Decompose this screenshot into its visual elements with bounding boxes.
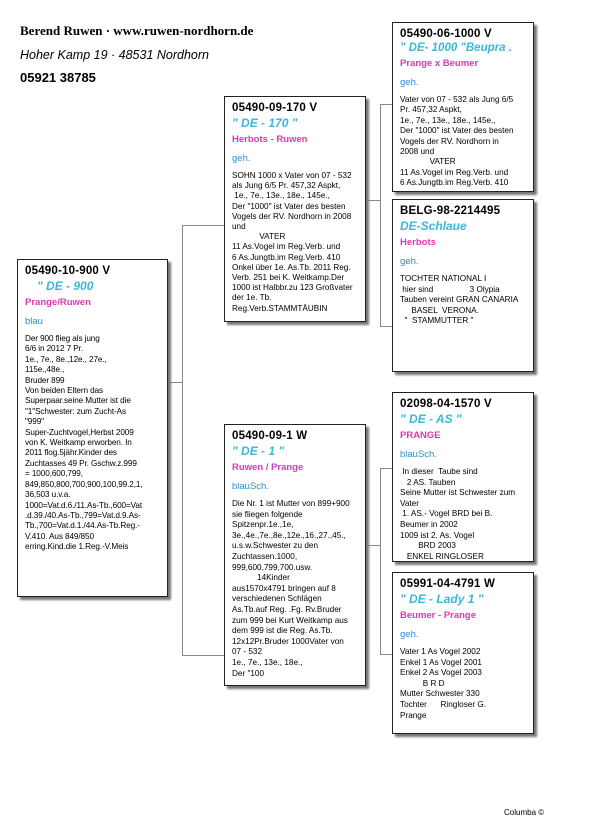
connector-sire-trunk bbox=[365, 200, 381, 201]
color-label: geh. bbox=[400, 77, 419, 88]
description-text: Die Nr. 1 ist Mutter von 899+900 sie fliegen folgende Spitzenpr.1e.,1e, 3e.,4e.,7e.,8e.,12e.,16.,27.,45., u.s.w.Schwester zu den Zuchtassen.1000, 999,600,799,700.usw. 14Kinder aus1570x4791 bringen auf 8 verschiedenen Schlägen As.Tb.auf Reg. .Fg. Rv.Bruder zum 999 bei Kurt Weitkamp aus dem 999 ist die Reg. As.Tb. 12x12Pr.Bruder 1000Vater von 07 - 532 1e., 7e., 13e., 18e., Der "100 bbox=[232, 499, 350, 678]
description-text: Vater 1 As Vogel 2002 Enkel 1 As Vogel 2001 Enkel 2 As Vogel 2003 B R D Mutter Schwester 330 Tochter Ringloser G. Prange bbox=[400, 647, 486, 720]
pigeon-name: " DE - Lady 1 " bbox=[400, 592, 484, 606]
pedigree-card-dam bbox=[224, 424, 366, 686]
pedigree-card-sire bbox=[224, 96, 366, 322]
color-label: blauSch. bbox=[400, 449, 437, 460]
description-text: TOCHTER NATIONAL I hier sind 3 Olypia Tauben vereint GRAN CANARIA BASEL VERONA. " STAMMUTTER " bbox=[400, 274, 519, 326]
description-text: Vater von 07 - 532 als Jung 6/5 Pr. 457,32 Aspkt, 1e., 7e., 13e., 18e., 145e., Der "1000" ist Vater des besten Vogels der RV. Nordhorn in 2008 und VATER 11 As.Vogel im Reg.Verb. und 6 As.Jungtb.im Reg.Verb. 410 bbox=[400, 95, 514, 188]
pedigree-card-sire-sire bbox=[392, 22, 534, 192]
ring-number: 05490-09-170 V bbox=[232, 102, 318, 114]
description-text: Der 900 flieg als jung 6/6 in 2012 7 Pr. 1e., 7e., 8e.,12e., 27e., 115e.,48e., Bruder 899 Von beiden Eltern das Superpaar.seine Mutter ist die "1"Schwester: zum Zucht-As "999" Super-Zuchtvogel,Herbst 2009 von K. Weitkamp erworben. In 2011 flog.5jähr.Kinder des Zuchtasses 49 Pr. Gschw.z.999 = 1000,600,799, 849,850,800,700,900,100,99.2,1, 36,503 u.v.a. 1000=Vat.d.6./11.As-Tb.,600=Vat .d.39./40.As-Tb.,799=Vat.d.9.As- Tb.,700=Vat.d.1./44.As-Tb.Reg.- V.410. Aus 849/850 erring.Kind.die 1.Reg.-V.Meis bbox=[25, 334, 143, 552]
breeder-line: Beumer - Prange bbox=[400, 610, 477, 621]
ring-number: 02098-04-1570 V bbox=[400, 398, 492, 410]
connector-to-dam bbox=[182, 655, 226, 656]
ring-number: 05991-04-4791 W bbox=[400, 578, 496, 590]
footer-credit: Columba © bbox=[504, 808, 545, 817]
pigeon-name: " DE - 900 bbox=[37, 279, 94, 293]
color-label: geh. bbox=[400, 629, 419, 640]
pedigree-card-dam-sire bbox=[392, 392, 534, 562]
breeder-line: Herbots bbox=[400, 237, 436, 248]
description-text: In dieser Taube sind 2 AS. Tauben Seine Mutter ist Schwester zum Vater 1. AS.- Vogel BRD bei B. Beumer in 2002 1009 ist 2. As. Vogel BRD 2003 ENKEL RINGLOSER bbox=[400, 467, 516, 561]
connector-dam-trunk bbox=[365, 545, 381, 546]
breeder-address: Hoher Kamp 19 · 48531 Nordhorn bbox=[20, 48, 210, 62]
connector-dam-vertical bbox=[380, 468, 381, 655]
pedigree-card-sire-dam bbox=[392, 199, 534, 372]
breeder-line: Prange x Beumer bbox=[400, 58, 479, 69]
description-text: SOHN 1000 x Vater von 07 - 532 als Jung 6/5 Pr. 457,32 Aspkt, 1e., 7e., 13e., 18e., 145e., Der "1000" ist Vater des besten Vogels der RV. Nordhorn in 2008 und VATER 11 As.Vogel im Reg.Verb. und 6 As.Jungtb.im Reg.Verb. 410 Onkel über 1e. As.Tb. 2011 Reg. Verb. 251 bei K. Weitkamp.Der 1000 ist Halbbr.zu 123 Großvater der 1e. Tb. Reg.Verb.STAMMTÄUBIN bbox=[232, 171, 353, 313]
pedigree-card-dam-dam bbox=[392, 572, 534, 734]
pedigree-card-main bbox=[17, 259, 168, 597]
connector-main-trunk bbox=[167, 382, 183, 383]
color-label: geh. bbox=[232, 153, 251, 164]
connector-main-vertical bbox=[182, 225, 183, 656]
pigeon-name: " DE - 1 " bbox=[232, 444, 285, 458]
color-label: geh. bbox=[400, 256, 419, 267]
pigeon-name: " DE - AS " bbox=[400, 412, 462, 426]
breeder-phone: 05921 38785 bbox=[20, 70, 96, 85]
color-label: blauSch. bbox=[232, 481, 269, 492]
ring-number: 05490-06-1000 V bbox=[400, 28, 492, 40]
ring-number: BELG-98-2214495 bbox=[400, 205, 501, 217]
ring-number: 05490-09-1 W bbox=[232, 430, 308, 442]
pigeon-name: " DE - 170 " bbox=[232, 116, 298, 130]
breeder-line: Ruwen / Prange bbox=[232, 462, 304, 473]
connector-to-sire bbox=[182, 225, 226, 226]
breeder-name: Berend Ruwen · www.ruwen-nordhorn.de bbox=[20, 23, 254, 38]
breeder-line: PRANGE bbox=[400, 430, 441, 441]
color-label: blau bbox=[25, 316, 43, 327]
connector-sire-vertical bbox=[380, 104, 381, 327]
pigeon-name: DE-Schlaue bbox=[400, 219, 467, 233]
breeder-line: Prange/Ruwen bbox=[25, 297, 91, 308]
ring-number: 05490-10-900 V bbox=[25, 265, 111, 277]
pigeon-name: " DE- 1000 "Beupra . bbox=[400, 42, 512, 54]
breeder-line: Herbots - Ruwen bbox=[232, 134, 308, 145]
